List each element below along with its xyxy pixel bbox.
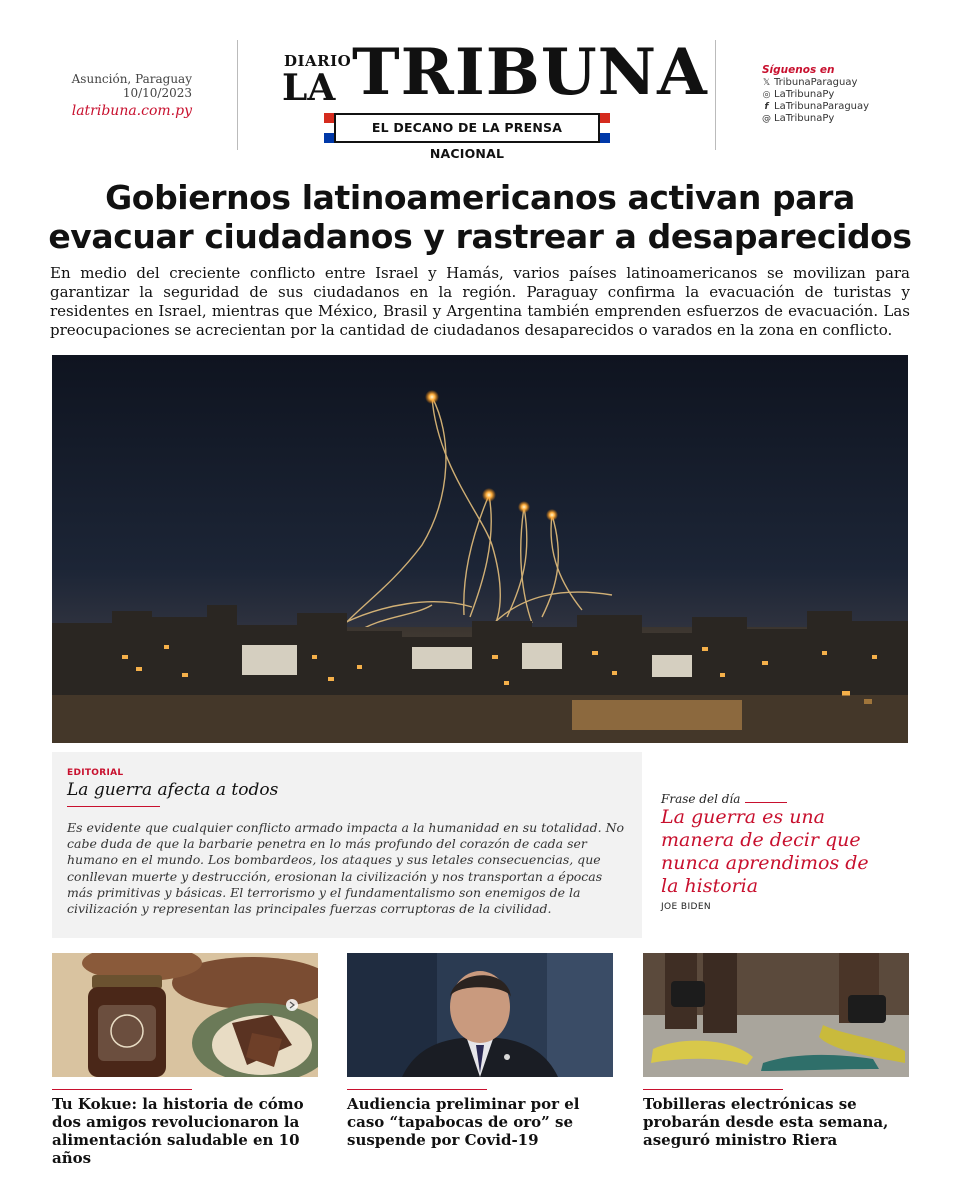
quote-rule — [745, 802, 787, 803]
x-icon: 𝕏 — [762, 78, 771, 88]
logo-diario: DIARIO — [284, 52, 352, 70]
facebook-icon: f — [764, 102, 769, 112]
social-link-threads[interactable]: @ LaTribunaPy — [762, 113, 835, 124]
social-links — [762, 64, 952, 125]
threads-icon: @ — [762, 114, 771, 124]
chocolate-jar-image — [52, 953, 318, 1077]
page-header — [0, 0, 960, 160]
story-thumb-chocolate[interactable] — [52, 953, 318, 1077]
website-link[interactable]: latribuna.com.py — [71, 103, 192, 119]
main-lede: En medio del creciente conflicto entre Israel y Hamás, varios países latinoamericanos se movilizan para garantizar la seguridad de sus ciudadanos en la región. Paraguay confirma la evacuación de turistas y residentes en Israel, mientras que México, Brasil y Argentina también emprenden esfuerzos de evacuación. Las preocupaciones se acrecientan por la cantidad de ciudadanos desaparecidos o varados en la zona en conflicto. — [50, 264, 910, 339]
header-dateline — [50, 72, 192, 118]
ankle-monitor-image — [643, 953, 909, 1077]
tagline-banner — [324, 113, 610, 161]
tagline-text: EL DECANO DE LA PRENSA NACIONAL — [334, 113, 600, 143]
editorial-kicker: EDITORIAL — [67, 768, 124, 778]
header-divider-left — [237, 40, 238, 150]
story-card-tu-kokue[interactable] — [52, 953, 318, 1167]
quote-author: JOE BIDEN — [661, 902, 712, 912]
social-link-facebook[interactable]: f LaTribunaParaguay — [762, 101, 952, 113]
story-rule — [643, 1089, 783, 1090]
date-text: 10/10/2023 — [122, 86, 192, 100]
social-link-instagram[interactable]: ◎ LaTribunaPy — [762, 89, 835, 100]
editorial-rule — [67, 806, 160, 807]
night-sky-interceptors-image — [52, 355, 908, 743]
story-thumb-ankle-monitor[interactable] — [643, 953, 909, 1077]
editorial-title[interactable]: La guerra afecta a todos — [67, 780, 279, 800]
quote-text: La guerra es una manera de decir que nunca aprendimos de la historia — [661, 806, 869, 897]
instagram-icon: ◎ — [762, 90, 771, 100]
editorial-body: Es evidente que cualquier conflicto armado impacta a la humanidad en su totalidad. No cabe duda de que la barbarie penetra en lo más profundo del corazón de cada ser humano en el mundo. Los bombardeos, los ataques y sus letales consecuencias, que conllevan muerte y destrucción, erosionan la civilización y nos transportan a épocas más primitivas y básicas. El terrorismo y el fundamentalismo son enemigos de la civilización y representan las principales fuerzas corruptoras de la civilidad. — [67, 820, 625, 917]
main-headline[interactable]: Gobiernos latinoamericanos activan para evacuar ciudadanos y rastrear a desaparecidos — [48, 178, 912, 256]
story-card-tobilleras[interactable] — [643, 953, 909, 1149]
story-card-audiencia[interactable] — [347, 953, 613, 1149]
header-divider-right — [715, 40, 716, 150]
story-title[interactable]: Audiencia preliminar por el caso “tapabocas de oro” se suspende por Covid-19 — [347, 1095, 580, 1149]
story-rule — [52, 1089, 192, 1090]
quote-label: Frase del día — [661, 792, 741, 806]
story-title[interactable]: Tobilleras electrónicas se probarán desde esta semana, aseguró ministro Riera — [643, 1095, 889, 1149]
logo-la: LA — [282, 67, 336, 109]
social-title: Síguenos en — [762, 64, 835, 76]
editorial-box — [52, 752, 642, 938]
masthead-logo[interactable] — [280, 35, 708, 161]
story-rule — [347, 1089, 487, 1090]
hero-photo[interactable] — [52, 355, 908, 743]
story-title[interactable]: Tu Kokue: la historia de cómo dos amigos revolucionaron la alimentación saludable en 10 años — [52, 1095, 304, 1167]
logo-tribuna: TRIBUNA — [352, 35, 708, 110]
social-link-x[interactable]: 𝕏 TribunaParaguay — [762, 77, 858, 88]
location-text: Asunción, Paraguay — [71, 72, 192, 86]
story-thumb-man[interactable] — [347, 953, 613, 1077]
man-portrait-image — [347, 953, 613, 1077]
